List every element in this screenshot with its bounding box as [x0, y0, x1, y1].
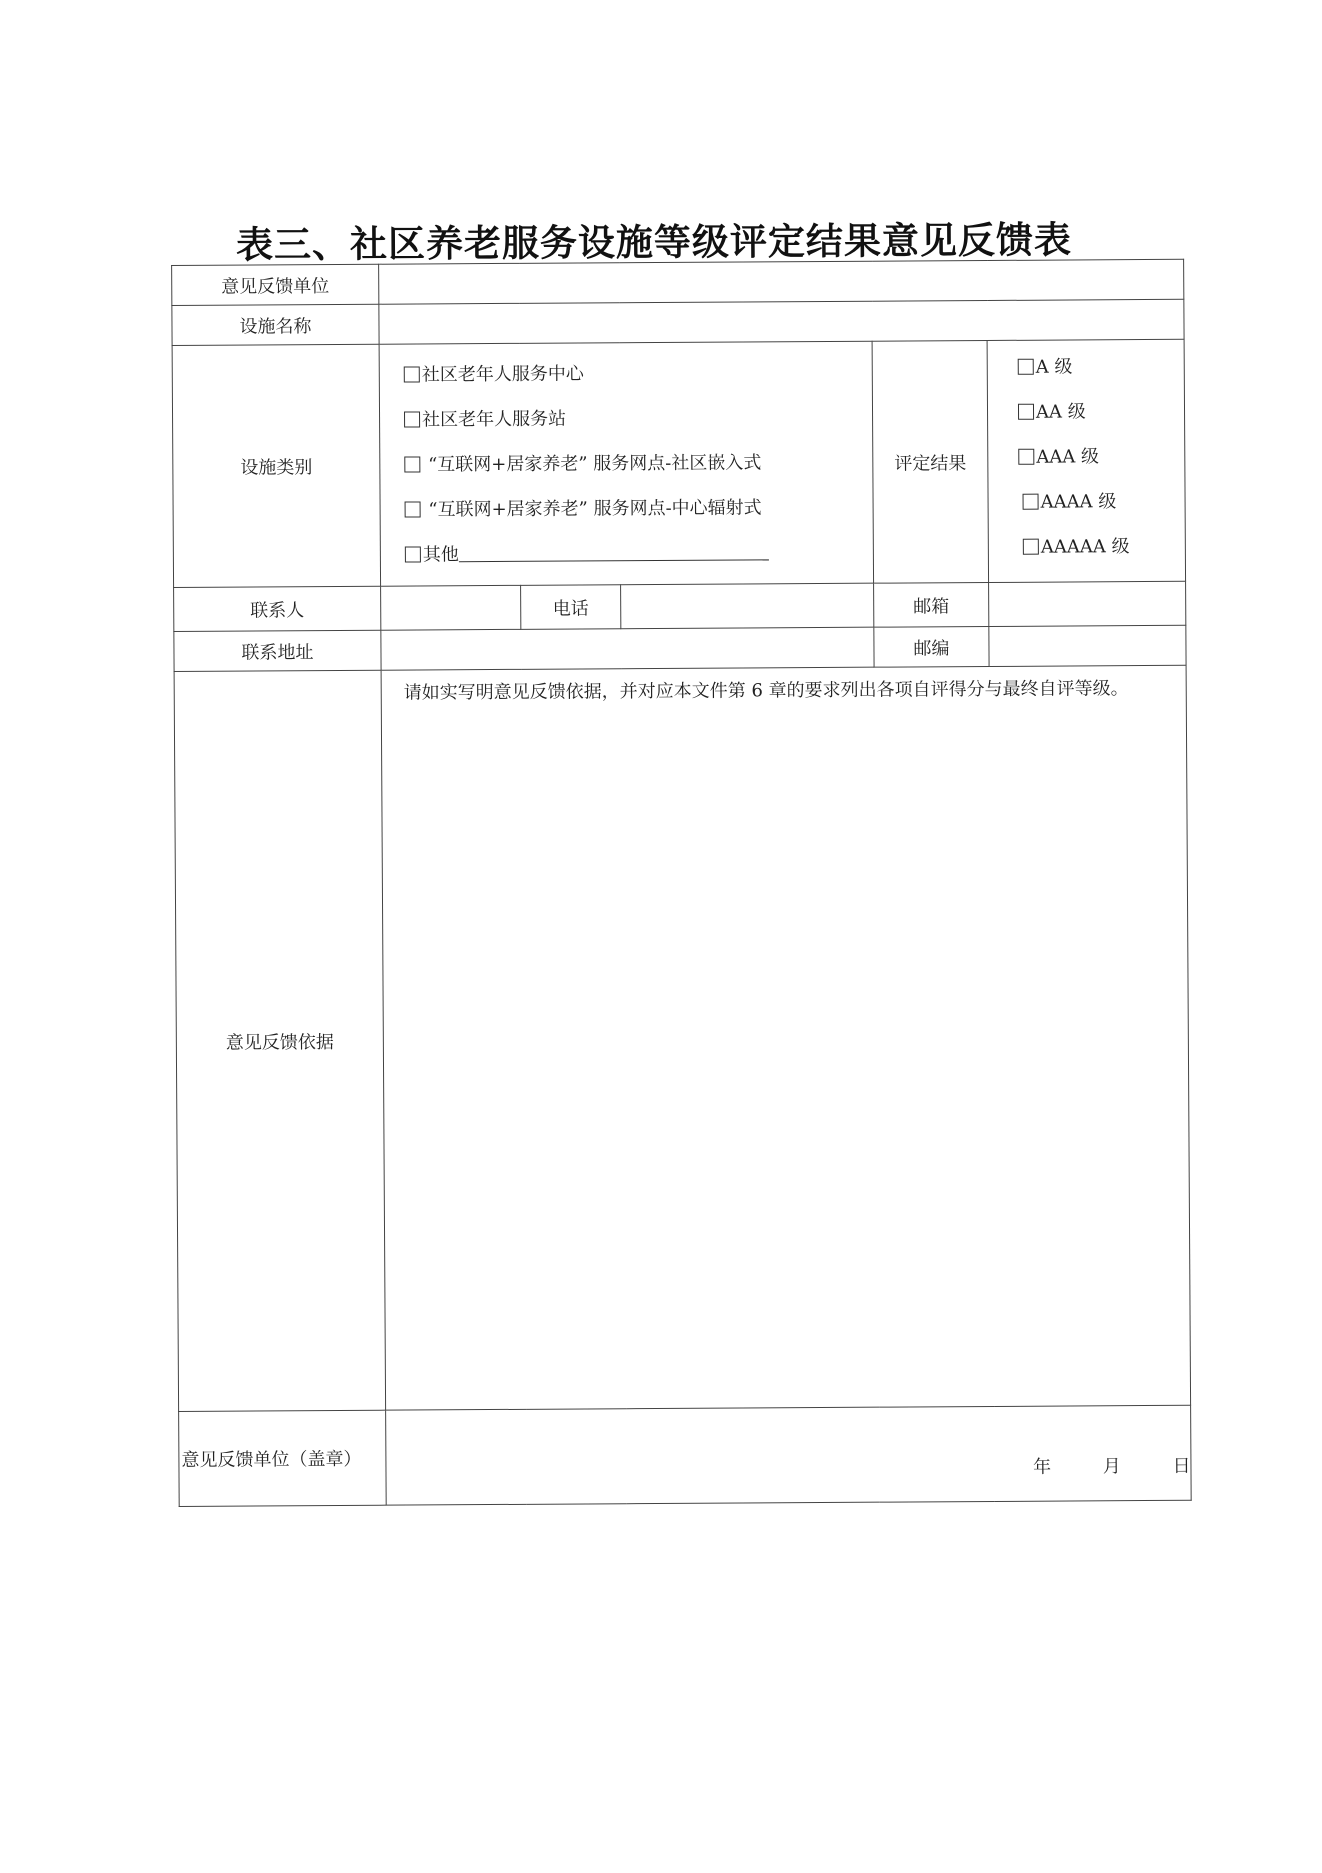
- basis-instruction: 请如实写明意见反馈依据，并对应本文件第 6 章的要求列出各项自评得分与最终自评等级。: [403, 678, 1129, 704]
- option-community-elderly-station[interactable]: 社区老年人服务站: [404, 395, 872, 443]
- basis-field[interactable]: [381, 665, 1191, 1410]
- grade-aaa[interactable]: AAA 级: [1018, 434, 1184, 480]
- checkbox-icon[interactable]: [405, 501, 421, 517]
- stamp-field[interactable]: [386, 1405, 1192, 1505]
- page-title: 表三、社区养老服务设施等级评定结果意见反馈表: [235, 217, 1073, 267]
- option-internet-home-radiating[interactable]: “互联网+居家养老” 服务网点-中心辐射式: [404, 485, 872, 533]
- option-internet-home-embedded[interactable]: “互联网+居家养老” 服务网点-社区嵌入式: [404, 440, 872, 488]
- phone-field[interactable]: [621, 583, 874, 629]
- address-label: 联系地址: [174, 630, 381, 671]
- checkbox-icon[interactable]: [1018, 449, 1034, 465]
- address-field[interactable]: [381, 627, 874, 670]
- facility-name-field[interactable]: [379, 299, 1184, 344]
- checkbox-icon[interactable]: [405, 546, 421, 562]
- facility-name-label: 设施名称: [172, 304, 379, 345]
- date-year: 年: [1033, 1456, 1052, 1478]
- checkbox-icon[interactable]: [404, 456, 420, 472]
- email-label: 邮箱: [874, 582, 989, 627]
- phone-label: 电话: [521, 585, 621, 630]
- date-day: 日: [1172, 1455, 1191, 1477]
- grade-aa[interactable]: AA 级: [1018, 389, 1184, 435]
- rating-result-label: 评定结果: [872, 340, 988, 583]
- facility-type-label: 设施类别: [172, 344, 380, 587]
- basis-label: 意见反馈依据: [174, 670, 386, 1411]
- contact-person-field[interactable]: [381, 585, 521, 630]
- checkbox-icon[interactable]: [404, 411, 420, 427]
- stamp-label: 意见反馈单位（盖章）: [179, 1410, 387, 1506]
- checkbox-icon[interactable]: [1023, 494, 1039, 510]
- feedback-unit-label: 意见反馈单位: [172, 264, 379, 305]
- date-month: 月: [1102, 1456, 1121, 1478]
- grade-a[interactable]: A 级: [1018, 344, 1184, 390]
- postcode-label: 邮编: [874, 626, 989, 667]
- checkbox-icon[interactable]: [404, 366, 420, 382]
- rating-result-options: [987, 339, 1186, 582]
- postcode-field[interactable]: [989, 625, 1186, 666]
- checkbox-icon[interactable]: [1018, 359, 1034, 375]
- other-input-line[interactable]: [459, 543, 769, 562]
- feedback-form-table: [171, 259, 1192, 1507]
- checkbox-icon[interactable]: [1023, 539, 1039, 555]
- facility-type-options: [379, 341, 873, 586]
- grade-aaaaa[interactable]: AAAAA 级: [1019, 524, 1185, 570]
- option-other[interactable]: 其他: [405, 530, 873, 578]
- email-field[interactable]: [989, 581, 1186, 626]
- option-community-elderly-center[interactable]: 社区老年人服务中心: [404, 350, 872, 398]
- contact-person-label: 联系人: [174, 586, 381, 631]
- feedback-unit-field[interactable]: [379, 259, 1184, 304]
- checkbox-icon[interactable]: [1018, 404, 1034, 420]
- grade-aaaa[interactable]: AAAA 级: [1018, 479, 1184, 525]
